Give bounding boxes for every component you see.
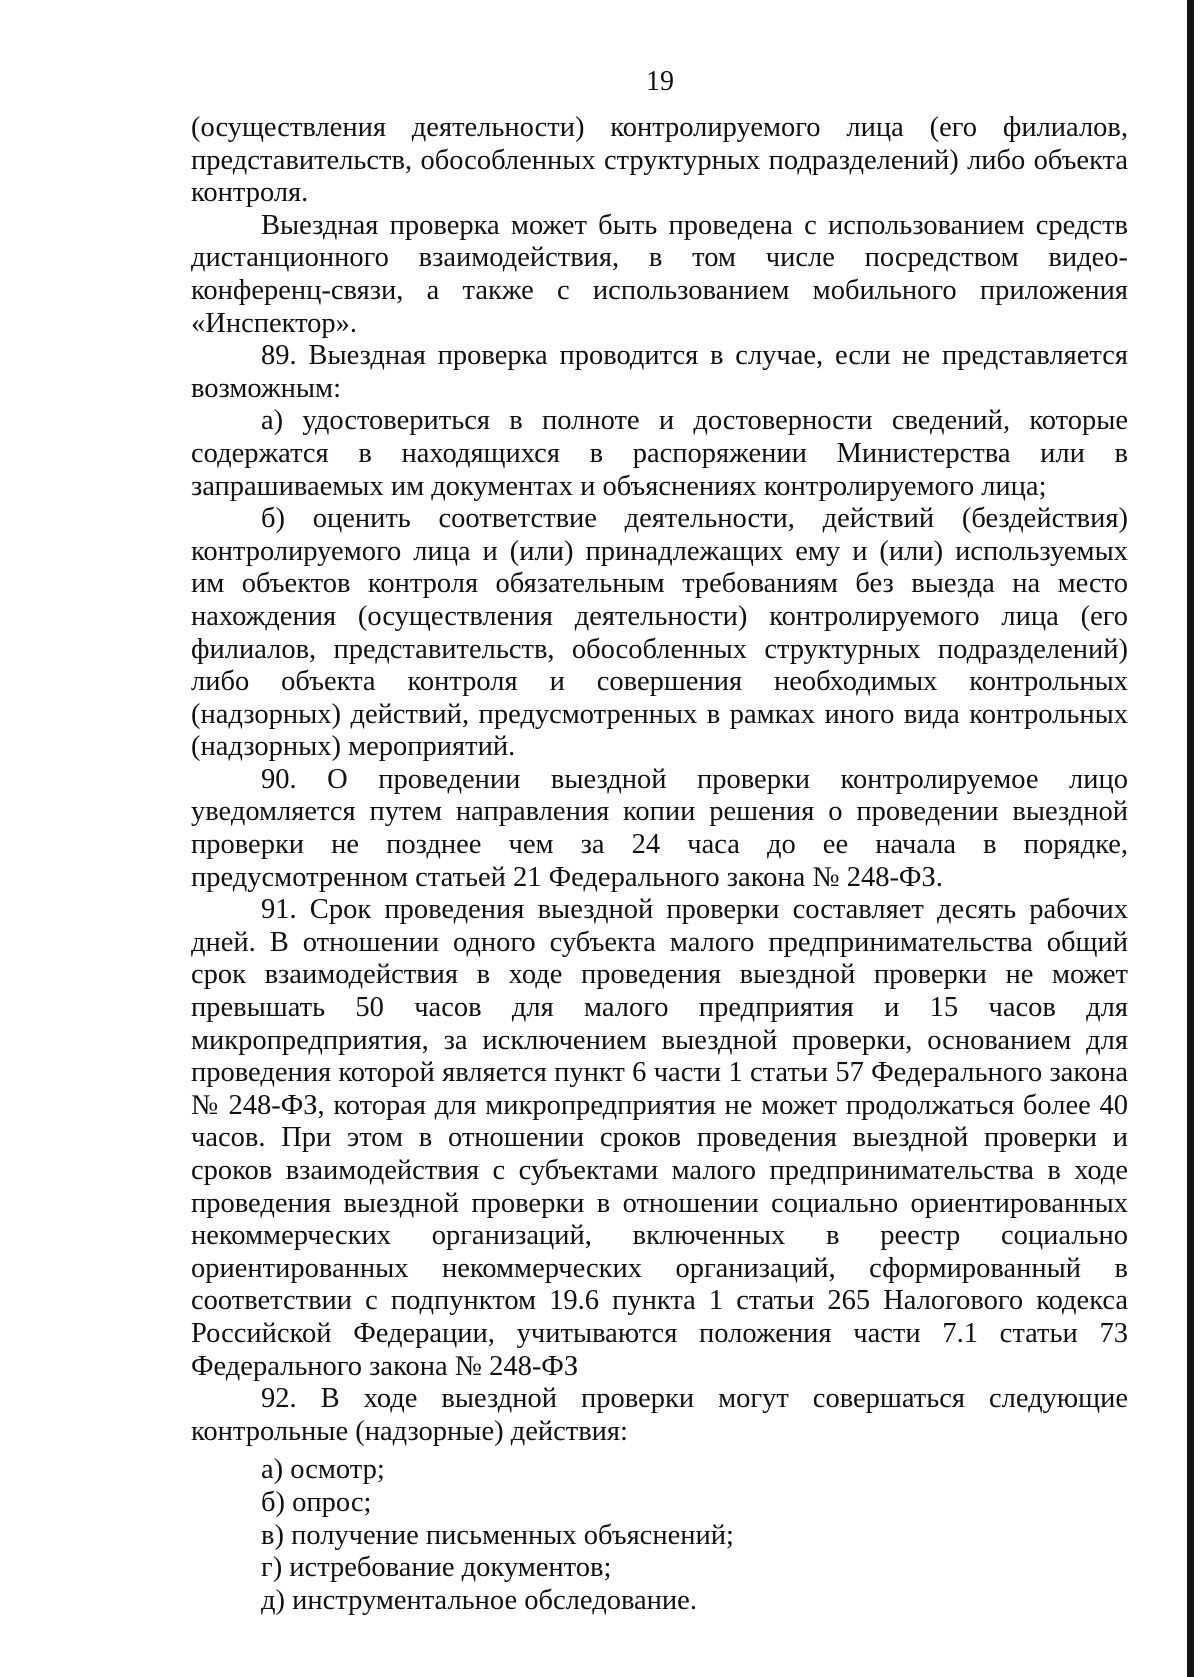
paragraph-91: 91. Срок проведения выездной проверки составляет десять рабочих дней. В отношении одного субъекта малого предпринимательства общий срок взаимодействия в ходе проведения выездной проверки не может превышать 50 часов для малого предприятия и 15 часов для микропредприятия, за исключением выездной проверки, основанием для проведения которой является пункт 6 части 1 статьи 57 Федерального закона № 248-ФЗ, которая для микропредприятия не может продолжаться более 40 часов. При этом в отношении сроков проведения выездной проверки и сроков взаимодействия с субъектами малого предпринимательства в ходе проведения выездной проверки в отношении социально ориентированных некоммерческих организаций, включенных в реестр социально ориентированных некоммерческих организаций, сформированный в соответствии с подпунктом 19.6 пункта 1 статьи 265 Налогового кодекса Российской Федерации, учитываются положения части 7.1 статьи 73 Федерального закона № 248-ФЗ [191, 894, 1128, 1382]
list-item-inspection: а) осмотр; [261, 1454, 385, 1486]
paragraph-89: 89. Выездная проверка проводится в случае, если не представляется возможным: [191, 340, 1128, 404]
list-item-document-request: г) истребование документов; [261, 1552, 612, 1584]
scan-edge-border [1187, 0, 1194, 1677]
paragraph-continuation: (осуществления деятельности) контролируемого лица (его филиалов, представительств, обособленных структурных подразделений) либо объекта контроля. [191, 112, 1128, 209]
paragraph-89-a: а) удостовериться в полноте и достоверности сведений, которые содержатся в находящихся в распоряжении Министерства или в запрашиваемых им документах и объяснениях контролируемого лица; [191, 405, 1128, 502]
paragraph-90: 90. О проведении выездной проверки контролируемое лицо уведомляется путем направления копии решения о проведении выездной проверки не позднее чем за 24 часа до ее начала в порядке, предусмотренном статьей 21 Федерального закона № 248-ФЗ. [191, 763, 1128, 893]
document-body [191, 112, 1128, 1617]
paragraph-89-b: б) оценить соответствие деятельности, действий (бездействия) контролируемого лица и (или) принадлежащих ему и (или) используемых им объектов контроля обязательным требованиям без выезда на место нахождения (осуществления деятельности) контролируемого лица (его филиалов, представительств, обособленных структурных подразделений) либо объекта контроля и совершения необходимых контрольных (надзорных) действий, предусмотренных в рамках иного вида контрольных (надзорных) мероприятий. [191, 503, 1128, 763]
paragraph-92: 92. В ходе выездной проверки могут совершаться следующие контрольные (надзорные) действия: [191, 1383, 1128, 1447]
list-item-interview: б) опрос; [261, 1486, 372, 1518]
page-number: 19 [646, 66, 674, 97]
list-item-instrumental-examination: д) инструментальное обследование. [261, 1584, 697, 1616]
paragraph-remote-inspection: Выездная проверка может быть проведена с использованием средств дистанционного взаимодействия, в том числе посредством видео-конференц-связи, а также с использованием мобильного приложения «Инспектор». [191, 209, 1128, 339]
list-item-written-explanations: в) получение письменных объяснений; [261, 1519, 734, 1551]
